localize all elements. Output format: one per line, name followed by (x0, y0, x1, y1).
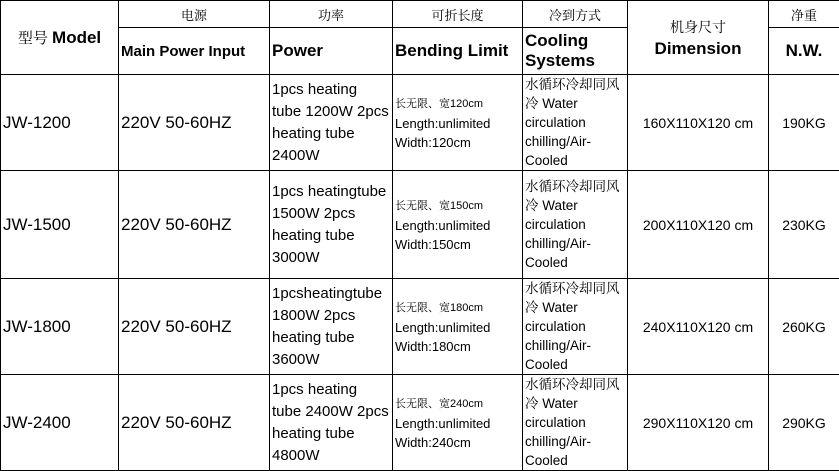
header-model (1, 1, 119, 75)
dimension-cell: 200X110X120 cm (628, 171, 769, 279)
header-dimension-en: Dimension (655, 39, 742, 58)
header-cooling-en: Cooling Systems (523, 28, 628, 75)
bending-zh: 长无限、宽180cm (395, 302, 483, 314)
voltage-cell: 220V 50-60HZ (119, 279, 270, 375)
nw-cell: 230KG (769, 171, 839, 279)
header-dimension (628, 1, 769, 75)
bending-width: Width:120cm (395, 135, 471, 150)
bending-zh: 长无限、宽150cm (395, 200, 483, 212)
header-power-input-en-text: Main Power Input (121, 43, 245, 60)
cooling-cell (523, 375, 628, 471)
model-cell: JW-1500 (1, 171, 119, 279)
header-power-input-zh: 电源 (119, 1, 270, 28)
header-nw-en: N.W. (769, 28, 839, 75)
cooling-cell (523, 279, 628, 375)
header-power-zh: 功率 (270, 1, 393, 28)
bending-cell (393, 171, 523, 279)
header-nw-zh: 净重 (769, 1, 839, 28)
header-cooling-zh: 冷到方式 (523, 1, 628, 28)
bending-cell (393, 75, 523, 171)
table-row (1, 75, 839, 171)
bending-width: Width:180cm (395, 339, 471, 354)
cooling-en: Water circulation chilling/Air-Cooled (525, 300, 591, 372)
header-bending-en: Bending Limit (393, 28, 523, 75)
power-cell: 1pcsheatingtube 1800W 2pcs heating tube 3600W (270, 279, 393, 375)
bending-length: Length:unlimited (395, 416, 490, 431)
model-cell: JW-1200 (1, 75, 119, 171)
power-cell: 1pcs heatingtube 1500W 2pcs heating tube 3000W (270, 171, 393, 279)
bending-cell (393, 279, 523, 375)
power-cell: 1pcs heating tube 1200W 2pcs heating tube 2400W (270, 75, 393, 171)
bending-zh: 长无限、宽240cm (395, 398, 483, 410)
header-bending-zh: 可折长度 (393, 1, 523, 28)
header-row-zh (1, 1, 839, 28)
nw-cell: 260KG (769, 279, 839, 375)
header-model-zh: 型号 (18, 30, 48, 47)
dimension-cell: 290X110X120 cm (628, 375, 769, 471)
bending-cell (393, 375, 523, 471)
nw-cell: 290KG (769, 375, 839, 471)
voltage-cell: 220V 50-60HZ (119, 375, 270, 471)
cooling-zh: 水循环冷却同风冷 (525, 377, 620, 411)
model-cell: JW-1800 (1, 279, 119, 375)
power-cell: 1pcs heating tube 2400W 2pcs heating tube 4800W (270, 375, 393, 471)
cooling-cell (523, 75, 628, 171)
voltage-cell: 220V 50-60HZ (119, 75, 270, 171)
cooling-en: Water circulation chilling/Air-Cooled (525, 96, 591, 168)
nw-cell: 190KG (769, 75, 839, 171)
bending-length: Length:unlimited (395, 116, 490, 131)
cooling-zh: 水循环冷却同风冷 (525, 77, 620, 111)
cooling-en: Water circulation chilling/Air-Cooled (525, 396, 591, 468)
header-dimension-zh: 机身尺寸 (630, 16, 766, 38)
dimension-cell: 240X110X120 cm (628, 279, 769, 375)
bending-zh: 长无限、宽120cm (395, 98, 483, 110)
model-cell: JW-2400 (1, 375, 119, 471)
voltage-cell: 220V 50-60HZ (119, 171, 270, 279)
table-row (1, 375, 839, 471)
bending-width: Width:150cm (395, 237, 471, 252)
header-power-input-en (119, 28, 270, 75)
bending-length: Length:unlimited (395, 218, 490, 233)
cooling-en: Water circulation chilling/Air-Cooled (525, 198, 591, 270)
cooling-zh: 水循环冷却同风冷 (525, 281, 620, 315)
bending-width: Width:240cm (395, 435, 471, 450)
header-model-en: Model (52, 28, 101, 47)
bending-length: Length:unlimited (395, 320, 490, 335)
cooling-cell (523, 171, 628, 279)
table-row (1, 171, 839, 279)
dimension-cell: 160X110X120 cm (628, 75, 769, 171)
cooling-zh: 水循环冷却同风冷 (525, 179, 620, 213)
table-row (1, 279, 839, 375)
header-power-en: Power (270, 28, 393, 75)
